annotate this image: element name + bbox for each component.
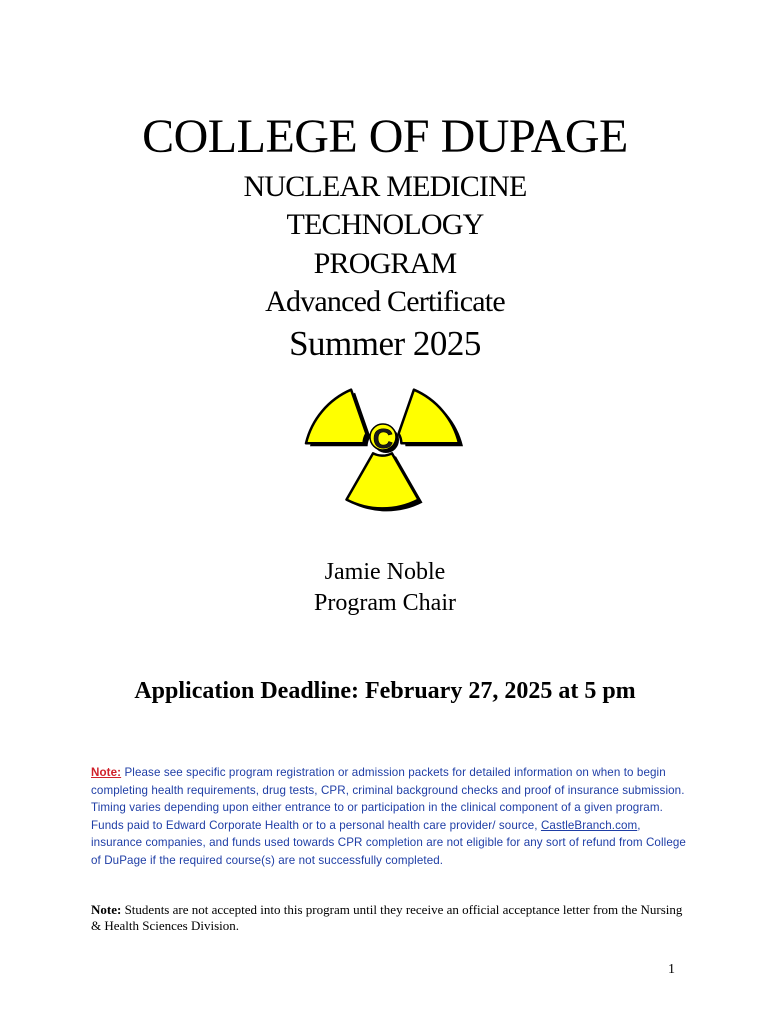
trefoil-blade: [399, 390, 459, 444]
requirements-note: [91, 764, 691, 870]
program-title-line: NUCLEAR MEDICINE: [243, 170, 527, 203]
trefoil-letter: C: [372, 423, 394, 454]
note-text: Please see specific program registration or admission packets for detailed information on when to begin completing health requirements, drug tests, CPR, criminal background checks and proof of insurance submission. Timing varies depending upon either entrance to or participation in the clinical component of a given program. Funds paid to Edward Corporate Health or to a personal health care provider/ source,: [91, 766, 685, 832]
program-title-line: TECHNOLOGY: [286, 208, 484, 241]
note-label: Note:: [91, 902, 122, 917]
college-title: COLLEGE OF DUPAGE: [142, 110, 628, 163]
page-number: 1: [668, 962, 675, 977]
program-chair-title: Program Chair: [314, 590, 456, 616]
radiation-trefoil-icon: [298, 360, 470, 518]
trefoil-blade: [306, 390, 366, 444]
application-deadline: Application Deadline: February 27, 2025 at 5 pm: [134, 678, 636, 704]
note-text: Students are not accepted into this program until they receive an official acceptance letter from the Nursing & Health Sciences Division.: [91, 902, 683, 933]
castlebranch-link[interactable]: CastleBranch.com: [540, 818, 638, 832]
program-chair-name: Jamie Noble: [324, 559, 446, 585]
certificate-type: Advanced Certificate: [265, 285, 505, 318]
program-term: Summer 2025: [289, 324, 481, 363]
acceptance-note: [91, 902, 691, 934]
note-label: Note:: [91, 766, 122, 779]
trefoil-blade: [347, 453, 419, 508]
program-title-line: PROGRAM: [313, 247, 457, 280]
note-text-continued: , insurance companies, and funds used towards CPR completion are not eligible for any sort of refund from College of DuPage if the required course(s) are not successfully completed.: [91, 818, 686, 867]
